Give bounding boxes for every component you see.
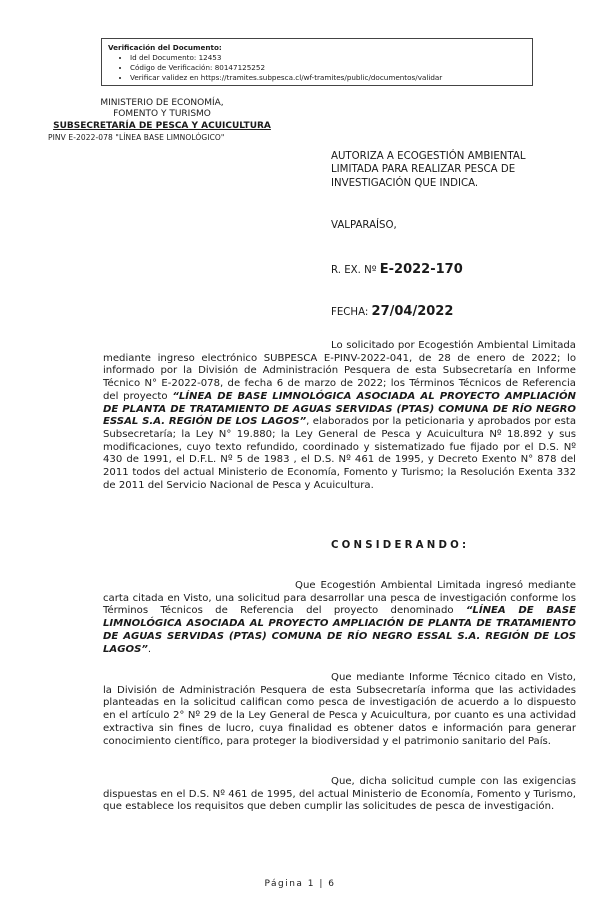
resolution-value: E-2022-170 bbox=[379, 262, 463, 277]
considerando-paragraph-1 bbox=[103, 580, 576, 656]
paragraph-text-2: . bbox=[147, 643, 152, 655]
ministry-line: MINISTERIO DE ECONOMÍA, bbox=[100, 98, 224, 108]
resolution-date bbox=[331, 304, 453, 319]
page-number: Página 1 | 6 bbox=[264, 879, 336, 889]
paragraph-text: Lo solicitado por Ecogestión Ambiental Limitada mediante ingreso electrónico SUBPESCA E-PINV-2022-041, de 28 de enero de 2022; lo informado por la División de Administración Pesquera de esta Subsecretaría en Informe Técnico N° E-2022-078, de fecha 6 de marzo de 2022; los Términos Técnicos de Referencia del proyecto bbox=[103, 340, 576, 402]
verification-title: Verificación del Documento: bbox=[108, 43, 222, 52]
visto-paragraph bbox=[103, 340, 576, 492]
considerando-paragraph-3 bbox=[103, 776, 576, 814]
considerando-paragraph-2 bbox=[103, 672, 576, 748]
date-label: FECHA: bbox=[331, 307, 372, 318]
verification-link[interactable]: • Verificar validez en https://tramites.subpesca.cl/wf-tramites/public/documentos/validar bbox=[130, 73, 526, 83]
verification-box bbox=[101, 38, 533, 86]
paragraph-text: Que Ecogestión Ambiental Limitada ingresó mediante carta citada en Visto, una solicitud para desarrollar una pesca de investigación conforme los Términos Técnicos de Referencia del proyecto denominado bbox=[103, 580, 576, 617]
ministry-line-2: FOMENTO Y TURISMO bbox=[113, 109, 211, 119]
paragraph-text-2: , elaborados por la peticionaria y aprobados por esta Subsecretaría; la Ley N° 19.880; la Ley General de Pesca y Acuicultura Nº 18.892 y sus modificaciones, cuyo texto refundido, coordinado y sistematizado fue fijado por el D.S. Nº 430 de 1991, el D.F.L. Nº 5 de 1983 , el D.S. Nº 461 de 1995, y Decreto Exento N° 878 del 2011 todos del actual Ministerio de Economía, Fomento y Turismo; la Resolución Exenta 332 de 2011 del Servicio Nacional de Pesca y Acuicultura. bbox=[103, 416, 577, 491]
resolution-topic: AUTORIZA A ECOGESTIÓN AMBIENTAL LIMITADA PARA REALIZAR PESCA DE INVESTIGACIÓN QUE INDICA. bbox=[331, 151, 526, 189]
place: VALPARAÍSO, bbox=[331, 220, 397, 231]
project-name: “LÍNEA DE BASE LIMNOLÓGICA ASOCIADA AL PROYECTO AMPLIACIÓN DE PLANTA DE TRATAMIENTO DE AGUAS SERVIDAS (PTAS) COMUNA DE RÍO NEGRO ESSAL S.A. REGIÓN DE LOS LAGOS” bbox=[103, 390, 576, 428]
paragraph-text: Que mediante Informe Técnico citado en Visto, la División de Administración Pesquera de esta Subsecretaría informa que las actividades planteadas en la solicitud califican como pesca de investigación de acuerdo a lo dispuesto en el artículo 2° Nº 29 de la Ley General de Pesca y Acuicultura, por cuanto es una actividad extractiva sin fines de lucro, cuya finalidad es obtener datos e información para generar conocimiento científico, para proteger la biodiversidad y el patrimonio sanitario del País. bbox=[103, 672, 576, 747]
resolution-number bbox=[331, 262, 463, 277]
file-reference: PINV E-2022-078 "LÍNEA BASE LIMNOLÓGICO" bbox=[48, 133, 225, 142]
resolution-label: R. EX. Nº bbox=[331, 265, 380, 276]
verification-code: • Código de Verificación: 80147125252 bbox=[130, 63, 526, 73]
paragraph-text: Que, dicha solicitud cumple con las exigencias dispuestas en el D.S. Nº 461 de 1995, del actual Ministerio de Economía, Fomento y Turismo, que establece los requisitos que deben cumplir las solicitudes de pesca de investigación. bbox=[103, 776, 576, 813]
document-id: • Id del Documento: 12453 bbox=[130, 53, 526, 63]
verification-list bbox=[108, 53, 526, 83]
date-value: 27/04/2022 bbox=[371, 304, 454, 319]
subsecretaria-title: SUBSECRETARÍA DE PESCA Y ACUICULTURA bbox=[53, 121, 271, 131]
project-name: “LÍNEA DE BASE LIMNOLÓGICA ASOCIADA AL PROYECTO AMPLIACIÓN DE PLANTA DE TRATAMIENTO DE AGUAS SERVIDAS (PTAS) COMUNA DE RÍO NEGRO ESSAL S.A. REGIÓN DE LOS LAGOS” bbox=[103, 605, 576, 655]
considerando-heading: CONSIDERANDO: bbox=[331, 540, 470, 551]
